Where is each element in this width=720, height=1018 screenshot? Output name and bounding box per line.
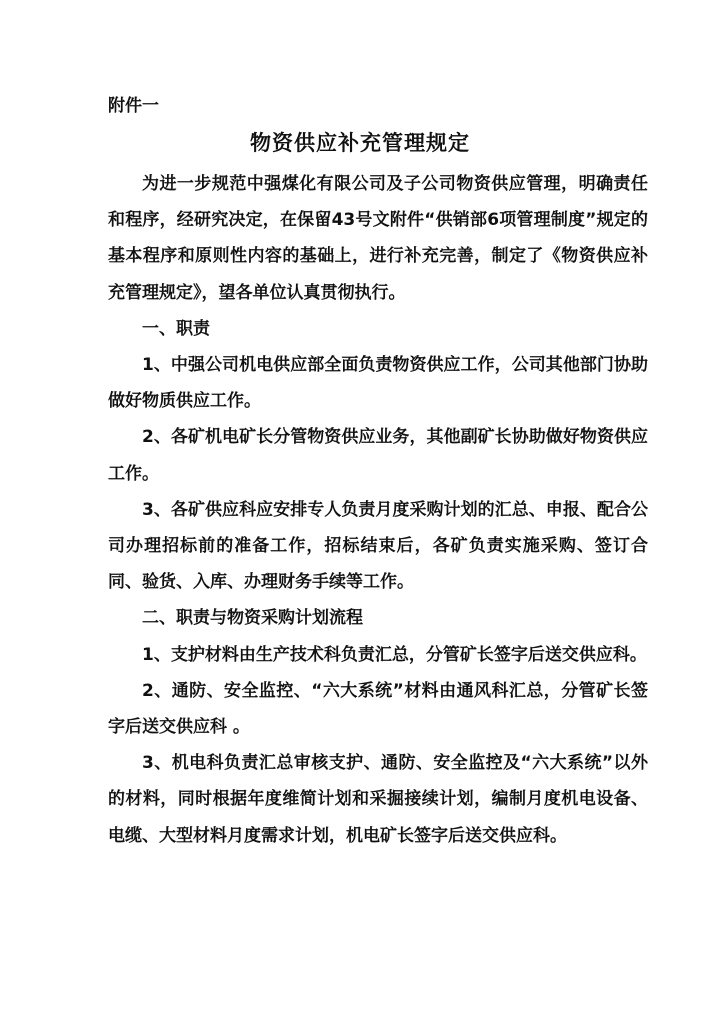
paragraph-duty-2: 2、各矿机电矿长分管物资供应业务，其他副矿长协助做好物资供应工作。	[108, 427, 648, 484]
paragraph-flow-2: 2、通防、安全监控、“六大系统”材料由通风科汇总，分管矿长签字后送交供应科 。	[108, 680, 648, 738]
paragraph-duty-1: 1、中强公司机电供应部全面负责物资供应工作，公司其他部门协助做好物质供应工作。	[108, 355, 648, 412]
paragraph-intro: 为进一步规范中强煤化有限公司及子公司物资供应管理，明确责任和程序，经研究决定，在保留43号文附件“供销部6项管理制度”规定的基本程序和原则性内容的基础上，进行补充完善，制定了《物资供应补充管理规定》，望各单位认真贯彻执行。	[108, 174, 648, 303]
paragraph-flow-1: 1、支护材料由生产技术科负责汇总，分管矿长签字后送交供应科。	[142, 644, 647, 665]
section-heading-duties: 一、职责	[142, 318, 210, 339]
paragraph-duty-3: 3、各矿供应科应安排专人负责月度采购计划的汇总、申报、配合公司办理招标前的准备工作，招标结束后，各矿负责实施采购、签订合同、验货、入库、办理财务手续等工作。	[108, 499, 648, 593]
document-body	[108, 166, 648, 854]
document-title: 物资供应补充管理规定	[250, 131, 470, 155]
paragraph-flow-3: 3、机电科负责汇总审核支护、通防、安全监控及“六大系统”以外的材料，同时根据年度维简计划和采掘接续计划，编制月度机电设备、电缆、大型材料月度需求计划，机电矿长签字后送交供应科。	[108, 753, 648, 846]
section-heading-procurement-flow: 二、职责与物资采购计划流程	[142, 608, 363, 629]
attachment-label: 附件一	[108, 96, 159, 116]
